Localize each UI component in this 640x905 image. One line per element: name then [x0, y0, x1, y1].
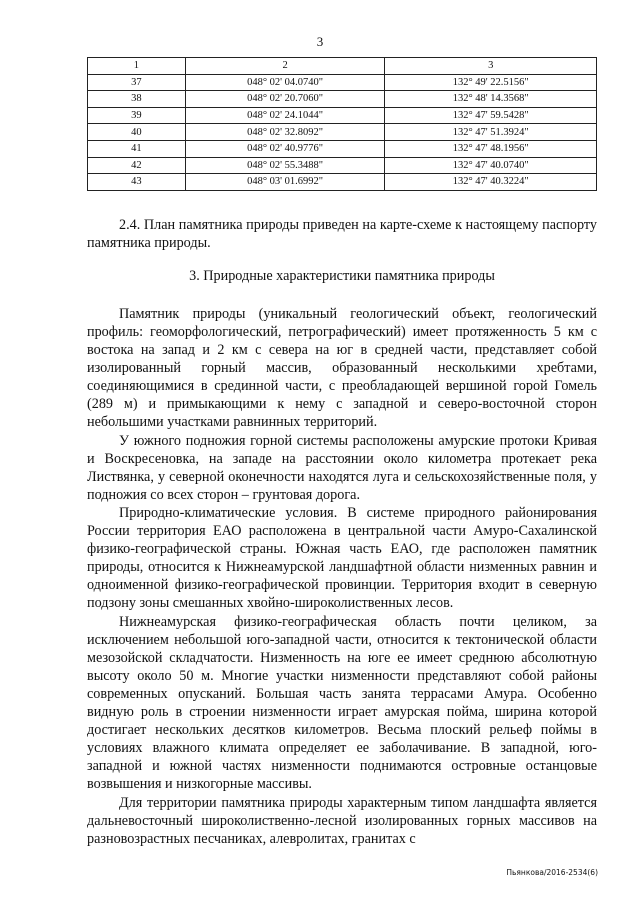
- latitude-cell: 048° 02' 20.7060": [185, 91, 385, 108]
- longitude-cell: 132° 47' 59.5428": [385, 107, 597, 124]
- latitude-cell: 048° 02' 32.8092": [185, 124, 385, 141]
- table-row: [88, 174, 597, 191]
- table-row: [88, 124, 597, 141]
- point-number-cell: 37: [88, 74, 186, 91]
- paragraph-climate: Природно-климатические условия. В системе природного районирования России территория ЕАО расположена в центральной части Амуро-Сахалинской физико-географической страны. Южная часть ЕАО, где расположен памятник природы, относится к Нижнеамурской ландшафтной области низменных равнин и одноименной физико-географической провинции. Территория входит в северную подзону зоны смешанных хвойно-широколиственных лесов.: [87, 505, 597, 611]
- point-number-cell: 38: [88, 91, 186, 108]
- longitude-cell: 132° 48' 14.3568": [385, 91, 597, 108]
- longitude-cell: 132° 47' 51.3924": [385, 124, 597, 141]
- coordinates-table: [87, 57, 597, 191]
- longitude-cell: 132° 47' 48.1956": [385, 140, 597, 157]
- table-row: [88, 74, 597, 91]
- table-row: [88, 157, 597, 174]
- section-heading: 3. Природные характеристики памятника природы: [189, 268, 495, 284]
- point-number-cell: 42: [88, 157, 186, 174]
- latitude-cell: 048° 02' 55.3488": [185, 157, 385, 174]
- page-number: 3: [316, 34, 324, 49]
- paragraph-2-4: 2.4. План памятника природы приведен на карте-схеме к настоящему паспорту памятника природы.: [87, 217, 597, 251]
- longitude-cell: 132° 47' 40.3224": [385, 174, 597, 191]
- paragraph-geography: Нижнеамурская физико-географическая область почти целиком, за исключением небольшой юго-западной части, относится к тектонической области мезозойской складчатости. Низменность на юге ее имеет среднюю абсолютную высоту около 50 м. Многие участки низменности представляют собой районы современных опусканий. Большая часть занята террасами Амура. Особенно видную роль в строении низменности играет амурская пойма, ширина которой достигает нескольких десятков километров. Весьма плоский рельеф поймы в условиях влажного климата определяет ее заболачивание. В западной, юго-западной и южной частях низменности поднимаются островные останцовые возвышения и низкогорные массивы.: [87, 614, 597, 792]
- latitude-cell: 048° 03' 01.6992": [185, 174, 385, 191]
- table-row: [88, 91, 597, 108]
- point-number-cell: 41: [88, 140, 186, 157]
- longitude-cell: 132° 47' 40.0740": [385, 157, 597, 174]
- table-header-cell: 3: [385, 58, 597, 75]
- table-header-cell: 2: [185, 58, 385, 75]
- point-number-cell: 43: [88, 174, 186, 191]
- table-row: [88, 140, 597, 157]
- table-header-cell: 1: [88, 58, 186, 75]
- table-header-row: [88, 58, 597, 75]
- paragraph-landscape: Для территории памятника природы характерным типом ландшафта является дальневосточный широколиственно-лесной изолированных горных массивов на разновозрастных песчаниках, алевролитах, гранитах с: [87, 795, 597, 847]
- paragraph-description: Памятник природы (уникальный геологический объект, геологический профиль: геоморфологический, петрографический) имеет протяженность 5 км с востока на запад и 2 км с севера на юг в средней части, представляет собой изолированный горный массив, образованный несколькими хребтами, соединяющимися в срединной части, с преобладающей вершиной горой Гомель (289 м) и примыкающими к нему с западной и северо-восточной сторон небольшими участками равнинных территорий.: [87, 306, 597, 430]
- document-footer: Пьянкова/2016-2534(6): [506, 868, 598, 877]
- point-number-cell: 39: [88, 107, 186, 124]
- latitude-cell: 048° 02' 04.0740": [185, 74, 385, 91]
- paragraph-surroundings: У южного подножия горной системы расположены амурские протоки Кривая и Воскресеновка, на западе на расстоянии около километра протекает река Листвянка, у северной оконечности находятся луга и сельскохозяйственные поля, у подножия со всех сторон – грунтовая дорога.: [87, 433, 597, 503]
- point-number-cell: 40: [88, 124, 186, 141]
- longitude-cell: 132° 49' 22.5156": [385, 74, 597, 91]
- table-row: [88, 107, 597, 124]
- latitude-cell: 048° 02' 40.9776": [185, 140, 385, 157]
- latitude-cell: 048° 02' 24.1044": [185, 107, 385, 124]
